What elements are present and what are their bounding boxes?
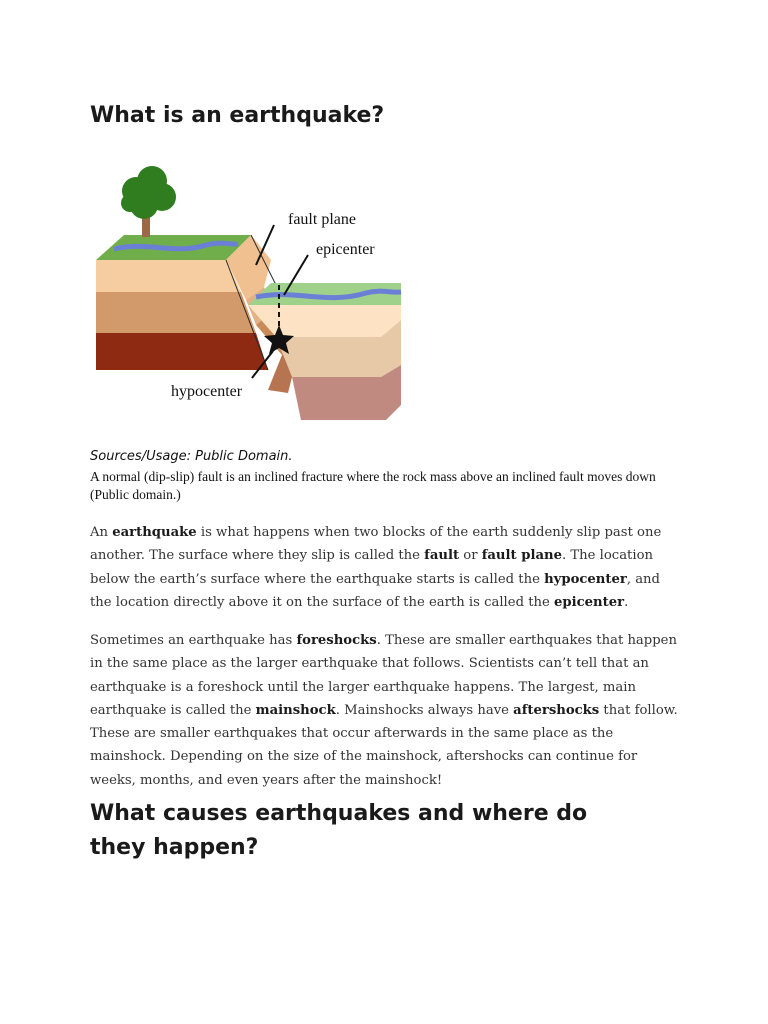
hypocenter-label: hypocenter	[171, 383, 243, 400]
figure-source: Sources/Usage: Public Domain.	[90, 449, 293, 464]
term-earthquake: earthquake	[112, 525, 197, 540]
section-heading-what-is-earthquake: What is an earthquake?	[90, 103, 385, 128]
section-heading-causes: What causes earthquakes and where do they happen?	[90, 801, 588, 860]
paragraph-shocks: Sometimes an earthquake has foreshocks. These are smaller earthquakes that happen in the same place as the larger earthquake that follows. Scientists can’t tell that an earthquake is a foreshock until the larger earthquake happens. The largest, main earthquake is called the mainshock. Mainshocks always have aftershocks that follow. These are smaller earthquakes that occur afterwards in the same place as the mainshock. Depending on the size of the mainshock, aftershocks can continue for weeks, months, and even years after the mainshock!	[90, 633, 678, 788]
figure-caption: A normal (dip-slip) fault is an inclined fracture where the rock mass above an inclined fault moves down (Public domain.)	[90, 469, 656, 502]
term-hypocenter: hypocenter	[544, 571, 627, 587]
term-fault: fault	[424, 548, 460, 564]
fault-plane-label: fault plane	[288, 211, 356, 228]
epicenter-label: epicenter	[316, 241, 375, 258]
term-aftershocks: aftershocks	[513, 702, 600, 718]
paragraph-definition: An earthquake is what happens when two blocks of the earth suddenly slip past one another. The surface where they slip is called the fault or fault plane. The location below the earth’s surface where the earthquake starts is called the hypocenter, and the location directly above it on the surface of the earth is called the epicenter.	[90, 525, 662, 610]
term-fault-plane: fault plane	[481, 548, 562, 564]
term-foreshocks: foreshocks	[296, 633, 377, 648]
term-epicenter: epicenter	[554, 594, 625, 610]
fault-diagram	[96, 165, 416, 425]
tree-icon	[121, 166, 176, 237]
term-mainshock: mainshock	[255, 702, 336, 718]
